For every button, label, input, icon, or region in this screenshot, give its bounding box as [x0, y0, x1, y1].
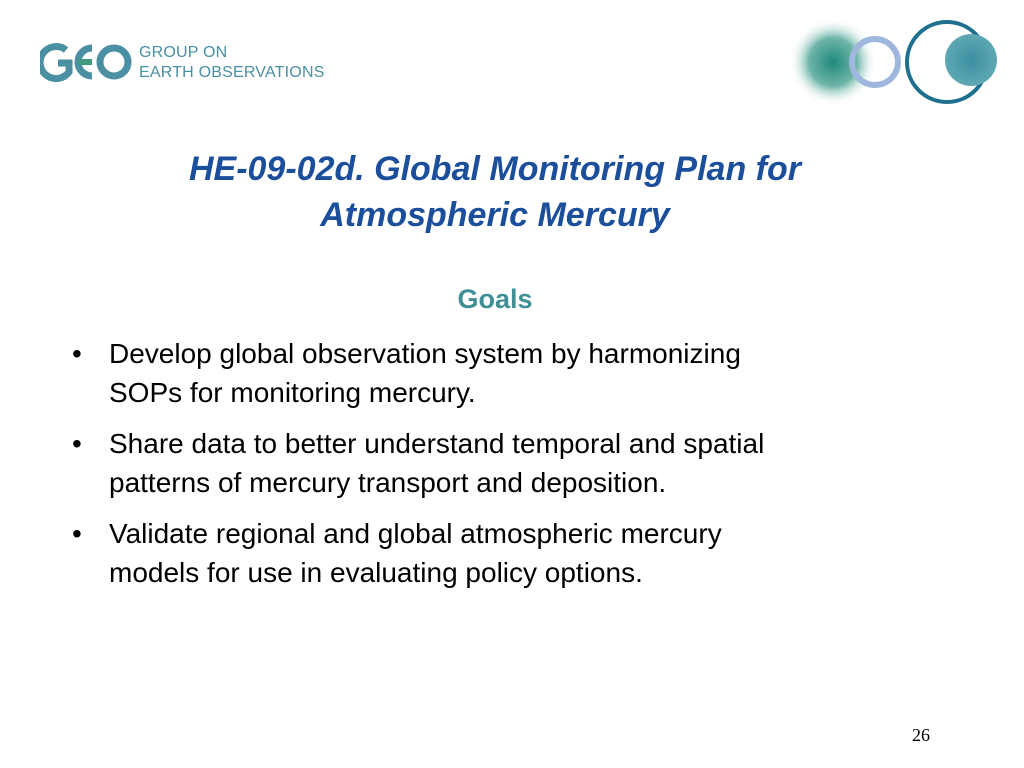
geo-logo-mark	[40, 40, 132, 84]
slide-title	[60, 146, 930, 238]
bullet-dot-icon: •	[72, 338, 82, 369]
org-name-line1: GROUP ON	[139, 44, 228, 61]
section-heading-goals: Goals	[457, 284, 533, 314]
bullet-text-line: Share data to better understand temporal and spatial	[109, 428, 765, 459]
bullet-dot-icon: •	[72, 518, 82, 549]
bullet-item	[70, 514, 930, 592]
bullet-text-line: Develop global observation system by harmonizing	[109, 338, 741, 369]
bullet-text-line: Validate regional and global atmospheric mercury	[109, 518, 722, 549]
bullet-text-line: patterns of mercury transport and deposition.	[109, 467, 667, 498]
bullet-item	[70, 424, 930, 502]
org-name-line2: EARTH OBSERVATIONS	[139, 64, 325, 81]
bullet-text-line: models for use in evaluating policy options.	[109, 557, 643, 588]
slide-title-line1: HE-09-02d. Global Monitoring Plan for	[188, 150, 802, 188]
page-number: 26	[912, 725, 930, 745]
bullet-dot-icon: •	[72, 428, 82, 459]
decorative-circles-graphic	[775, 12, 1005, 108]
geo-logo-text	[139, 43, 325, 83]
bullet-text-line: SOPs for monitoring mercury.	[109, 377, 476, 408]
geo-logo	[40, 38, 340, 88]
goals-bullet-list	[70, 334, 930, 604]
bullet-item	[70, 334, 930, 412]
slide-title-line2: Atmospheric Mercury	[320, 196, 670, 234]
